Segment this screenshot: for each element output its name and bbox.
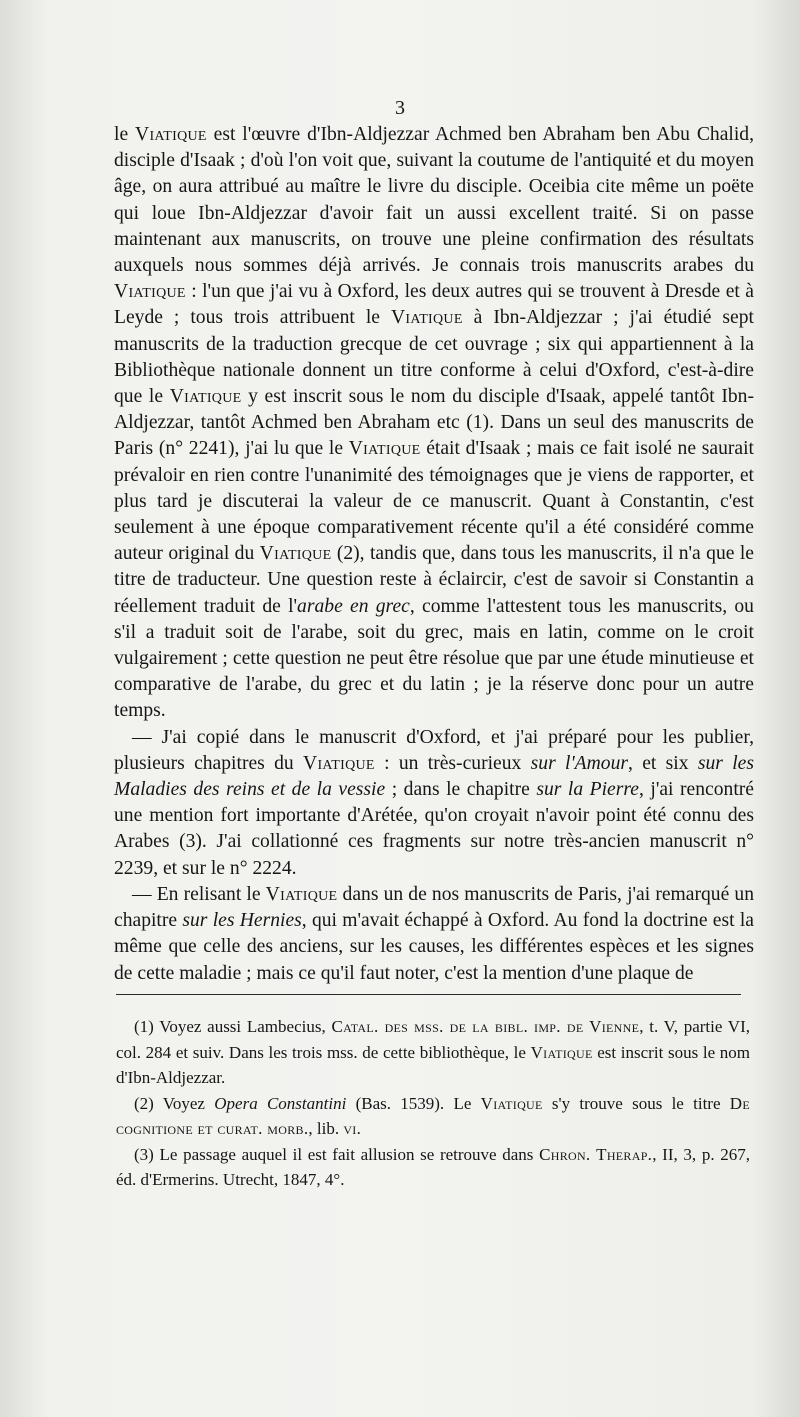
text-run: , j'ai rencontré une mention fort importante d'Arétée, qu'on croyait n'avoir point été connu des Arabes (3). J'ai collationné ces fragments sur notre très-ancien manuscrit n° 2239, et sur le n° 2224. [114,779,754,879]
text-run: (2), tandis que, dans tous les manuscrits, il n'a que le titre de traducteur. Une question reste à éclaircir, c'est de savoir si Constantin a réellement traduit de l' [114,543,754,617]
paragraph-2 [114,725,754,882]
text-run: dans un de nos manuscrits de Paris, j'ai remarqué un chapitre [114,883,755,932]
small-caps-run: Chron. Therap. [539,1144,653,1164]
text-run: s'y trouve sous le titre [542,1093,730,1113]
footnotes [116,1014,750,1193]
small-caps-run: De cognitione et curat. morb. [116,1093,750,1138]
italic-run: sur les Maladies des reins et de la vessie [114,752,754,801]
text-run: : l'un que j'ai vu à Oxford, les deux autres qui se trouvent à Dresde et à Leyde ; tous trois attribuent le [114,281,754,329]
text-run: ; dans le chapitre [385,779,537,801]
text-run: , lib. [308,1119,344,1138]
text-run: (Bas. 1539). Le [346,1093,481,1113]
text-run: , et six [628,752,698,774]
italic-run: sur l'Amour [530,752,628,774]
footnote-3 [116,1142,750,1193]
text-run: y est inscrit sous le nom du disciple d'Isaak, appelé tantôt Ibn-Aldjezzar, tantôt Achmed ben Abraham etc (1). Dans un seul des manuscrits de Paris (n° 2241), j'ai lu que le [114,386,754,460]
italic-run: sur les Hernies [182,910,302,932]
small-caps-run: Catal. des mss. de la bibl. imp. de Vienne [331,1017,640,1036]
small-caps-run: Viatique [530,1042,593,1062]
main-text [114,122,754,987]
paragraph-1 [114,122,754,725]
small-caps-run: Viatique [135,124,207,145]
text-run: (1) Voyez aussi Lambecius, [134,1017,332,1036]
page-number: 3 [395,97,405,119]
small-caps-run: Viatique [303,752,375,774]
text-run: (2) Voyez [134,1093,215,1113]
italic-run: sur la Pierre [536,779,639,801]
text-run: , qui m'avait échappé à Oxford. Au fond la doctrine est la même que celle des anciens, sur les causes, les différentes espèces et les signes de cette maladie ; mais ce qu'il faut noter, c'est la mention d'une plaque de [114,910,754,984]
small-caps-run: Viatique [169,386,242,408]
small-caps-run: Viatique [114,281,186,303]
footnote-1 [116,1014,750,1091]
small-caps-run: vi [343,1119,357,1138]
text-run: . [356,1119,361,1138]
small-caps-run: Viatique [265,883,338,905]
text-run: est inscrit sous le nom d'Ibn-Aldjezzar. [116,1042,750,1087]
small-caps-run: Viatique [348,438,421,460]
text-run: (3) Le passage auquel il est fait allusion se retrouve dans [134,1144,540,1164]
text-run: le [114,124,136,145]
text-run: , t. V, partie VI, col. 284 et suiv. Dans les trois mss. de cette bibliothèque, le [116,1017,750,1062]
small-caps-run: Viatique [259,543,332,565]
italic-run: arabe en grec [297,595,410,617]
text-run: — En relisant le [132,883,266,905]
text-run: , II, 3, p. 267, éd. d'Ermerins. Utrecht, 1847, 4°. [116,1144,750,1189]
text-run: était d'Isaak ; mais ce fait isolé ne saurait prévaloir en rien contre l'unanimité des témoignages que je viens de rapporter, et plus tard je discuterai la valeur de ce manuscrit. Quant à Constantin, c'est seulement à une époque comparativement récente qu'il a été considéré comme auteur original du [114,438,754,565]
text-run: : un très-curieux [374,752,531,774]
small-caps-run: Viatique [480,1093,543,1113]
footnote-separator [116,994,741,995]
text-run: , comme l'attestent tous les manuscrits, ou s'il a traduit soit de l'arabe, soit du grec, mais en latin, comme on le croit vulgairement ; cette question ne peut être résolue que par une étude minutieuse et comparative de l'arabe, du grec et du latin ; je la réserve donc pour un autre temps. [114,595,754,722]
italic-run: Opera Constantini [214,1093,347,1113]
small-caps-run: Viatique [390,307,463,329]
paragraph-3 [114,882,754,987]
text-run: — J'ai copié dans le manuscrit d'Oxford, et j'ai préparé pour les publier, plusieurs chapitres du [114,726,754,774]
text-run: est l'œuvre d'Ibn-Aldjezzar Achmed ben Abraham ben Abu Chalid, disciple d'Isaak ; d'où l'on voit que, suivant la coutume de l'antiquité et du moyen âge, on aura attribué au maître le livre du disciple. Oceibia cite même un poëte qui loue Ibn-Aldjezzar d'avoir fait un aussi excellent traité. Si on passe maintenant aux manuscrits, on trouve une pleine confirmation des résultats auxquels nous sommes déjà arrivés. Je connais trois manuscrits arabes du [114,124,754,277]
footnote-2 [116,1091,750,1142]
text-run: à Ibn-Aldjezzar ; j'ai étudié sept manuscrits de la traduction grecque de cet ouvrage ; six qui appartiennent à la Bibliothèque nationale donnent un titre conforme à celui d'Oxford, c'est-à-dire que le [114,307,754,408]
